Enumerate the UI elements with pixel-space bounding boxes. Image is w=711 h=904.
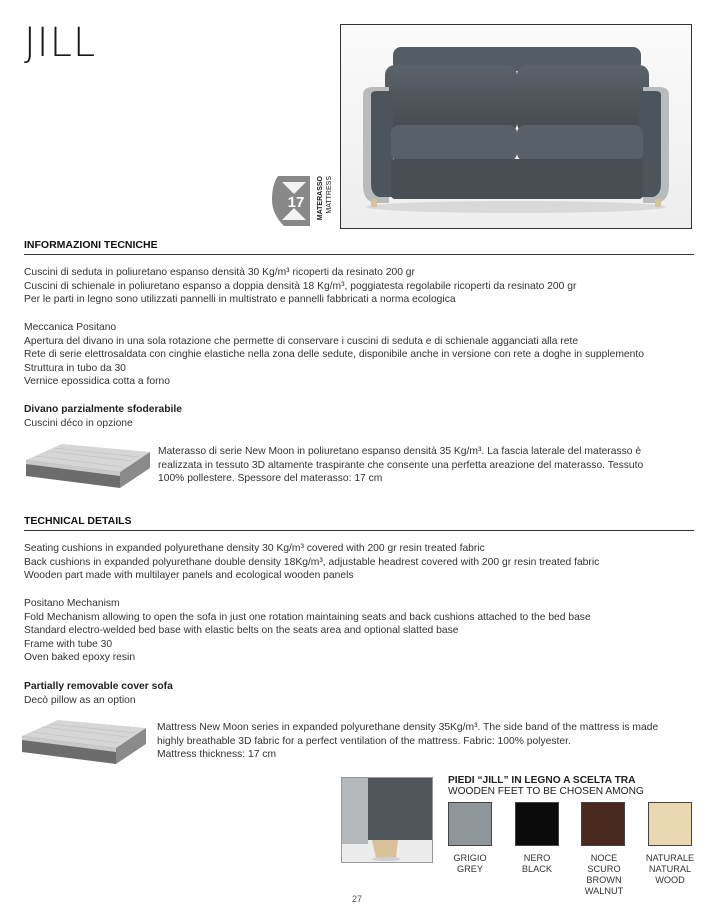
- label-it: NOCE: [590, 853, 618, 863]
- section-divider: [24, 254, 694, 255]
- mattress-thickness-badge: [270, 174, 316, 228]
- english-mechanism-block: [24, 597, 704, 665]
- text-line: Materasso di serie New Moon in poliuretano espanso densità 35 Kg/m³. La fascia laterale del materasso è: [158, 446, 642, 457]
- product-title: JILL: [24, 20, 97, 66]
- badge-label-en: MATTRESS: [326, 176, 333, 214]
- sofa-photo: [340, 24, 692, 229]
- cover-note: Cuscini déco in opzione: [24, 417, 133, 429]
- mattress-image: [22, 438, 152, 496]
- label-en: SCURO: [587, 864, 621, 874]
- text-line: Rete di serie elettrosaldata con cinghie elastiche nella zona delle sedute, disponibile anche in versione con rete a doghe in supplemento: [24, 349, 644, 361]
- text-line: Mattress New Moon series in expanded polyurethane density 35Kg/m³. The side band of the mattress is made: [157, 722, 659, 733]
- italian-cover-block: [24, 403, 704, 430]
- swatch-label-grey: [435, 853, 505, 875]
- text-line: Oven baked epoxy resin: [24, 652, 136, 664]
- section-divider: [24, 530, 694, 531]
- swatch-label-black: [502, 853, 572, 875]
- text-line: realizzata in tessuto 3D altamente traspirante che consente una perfetta areazione del materasso. Tessuto: [158, 459, 644, 471]
- text-line: Mattress thickness: 17 cm: [157, 749, 277, 761]
- text-line: Apertura del divano in una sola rotazione che permette di conservare i cuscini di seduta e di schienale agganciati alla rete: [24, 335, 579, 347]
- cover-note: Decò pillow as an option: [24, 694, 136, 706]
- label-it: NATURALE: [645, 853, 695, 863]
- badge-number: 17: [287, 194, 305, 211]
- feet-heading-en: WOODEN FEET TO BE CHOSEN AMONG: [448, 786, 644, 797]
- feet-heading: [448, 775, 644, 797]
- label-en: GREY: [456, 864, 484, 874]
- swatch-black: [515, 802, 559, 846]
- foot-detail-photo: [341, 777, 433, 863]
- page-number: 27: [352, 894, 363, 904]
- english-cover-block: [24, 680, 704, 707]
- swatch-grey: [448, 802, 492, 846]
- cover-title: Partially removable cover sofa: [24, 681, 173, 692]
- english-cushions-block: [24, 542, 704, 583]
- badge-label-it: MATERASSO: [317, 176, 324, 221]
- text-line: Frame with tube 30: [24, 638, 113, 650]
- section-heading-italian: INFORMAZIONI TECNICHE: [24, 239, 158, 251]
- english-mattress-text: [157, 721, 687, 762]
- text-line: Positano Mechanism: [24, 598, 120, 609]
- mattress-image: [18, 714, 148, 772]
- swatch-label-natural: [635, 853, 705, 886]
- text-line: Meccanica Positano: [24, 322, 117, 333]
- section-heading-english: TECHNICAL DETAILS: [24, 515, 132, 527]
- swatch-walnut: [581, 802, 625, 846]
- text-line: Wooden part made with multilayer panels and ecological wooden panels: [24, 570, 354, 582]
- italian-cushions-block: [24, 266, 704, 307]
- label-it: NERO: [523, 853, 551, 863]
- label-en: NATURAL: [648, 864, 692, 874]
- text-line: Struttura in tubo da 30: [24, 362, 126, 374]
- label-en2: WOOD: [655, 875, 685, 885]
- text-line: Cuscini di schienale in poliuretano espanso a doppia densità 18 Kg/m³, poggiatesta regolabile ricoperti da resinato 200 gr: [24, 280, 577, 292]
- label-it: GRIGIO: [453, 853, 487, 863]
- text-line: Standard electro-welded bed base with elastic belts on the seats area and optional slatted base: [24, 625, 459, 637]
- label-en: BLACK: [521, 864, 553, 874]
- text-line: Seating cushions in expanded polyurethane density 30 Kg/m³ covered with 200 gr resin treated fabric: [24, 543, 485, 554]
- text-line: 100% pollestere. Spessore del materasso: 17 cm: [158, 473, 383, 485]
- swatch-label-walnut: [568, 853, 640, 897]
- cover-title: Divano parzialmente sfoderabile: [24, 404, 182, 415]
- feet-heading-it: PIEDI “JILL” IN LEGNO A SCELTA TRA: [448, 775, 636, 786]
- text-line: Cuscini di seduta in poliuretano espanso densità 30 Kg/m³ ricoperti da resinato 200 gr: [24, 267, 415, 278]
- label-en2: BROWN WALNUT: [584, 875, 624, 896]
- text-line: Per le parti in legno sono utilizzati pannelli in multistrato e pannelli fabbricati a norma ecologica: [24, 294, 456, 306]
- text-line: Fold Mechanism allowing to open the sofa in just one rotation maintaining seats and back cushions attached to the bed base: [24, 611, 591, 623]
- text-line: Back cushions in expanded polyurethane double density 18Kg/m³, adjustable headrest covered with 200 gr resin treated fabric: [24, 556, 600, 568]
- text-line: highly breathable 3D fabric for a perfect ventilation of the mattress. Fabric: 100% polyester.: [157, 735, 571, 747]
- badge-label: [316, 176, 336, 232]
- italian-mattress-text: [158, 445, 688, 486]
- text-line: Vernice epossidica cotta a forno: [24, 376, 170, 388]
- italian-mechanism-block: [24, 321, 704, 389]
- swatch-natural: [648, 802, 692, 846]
